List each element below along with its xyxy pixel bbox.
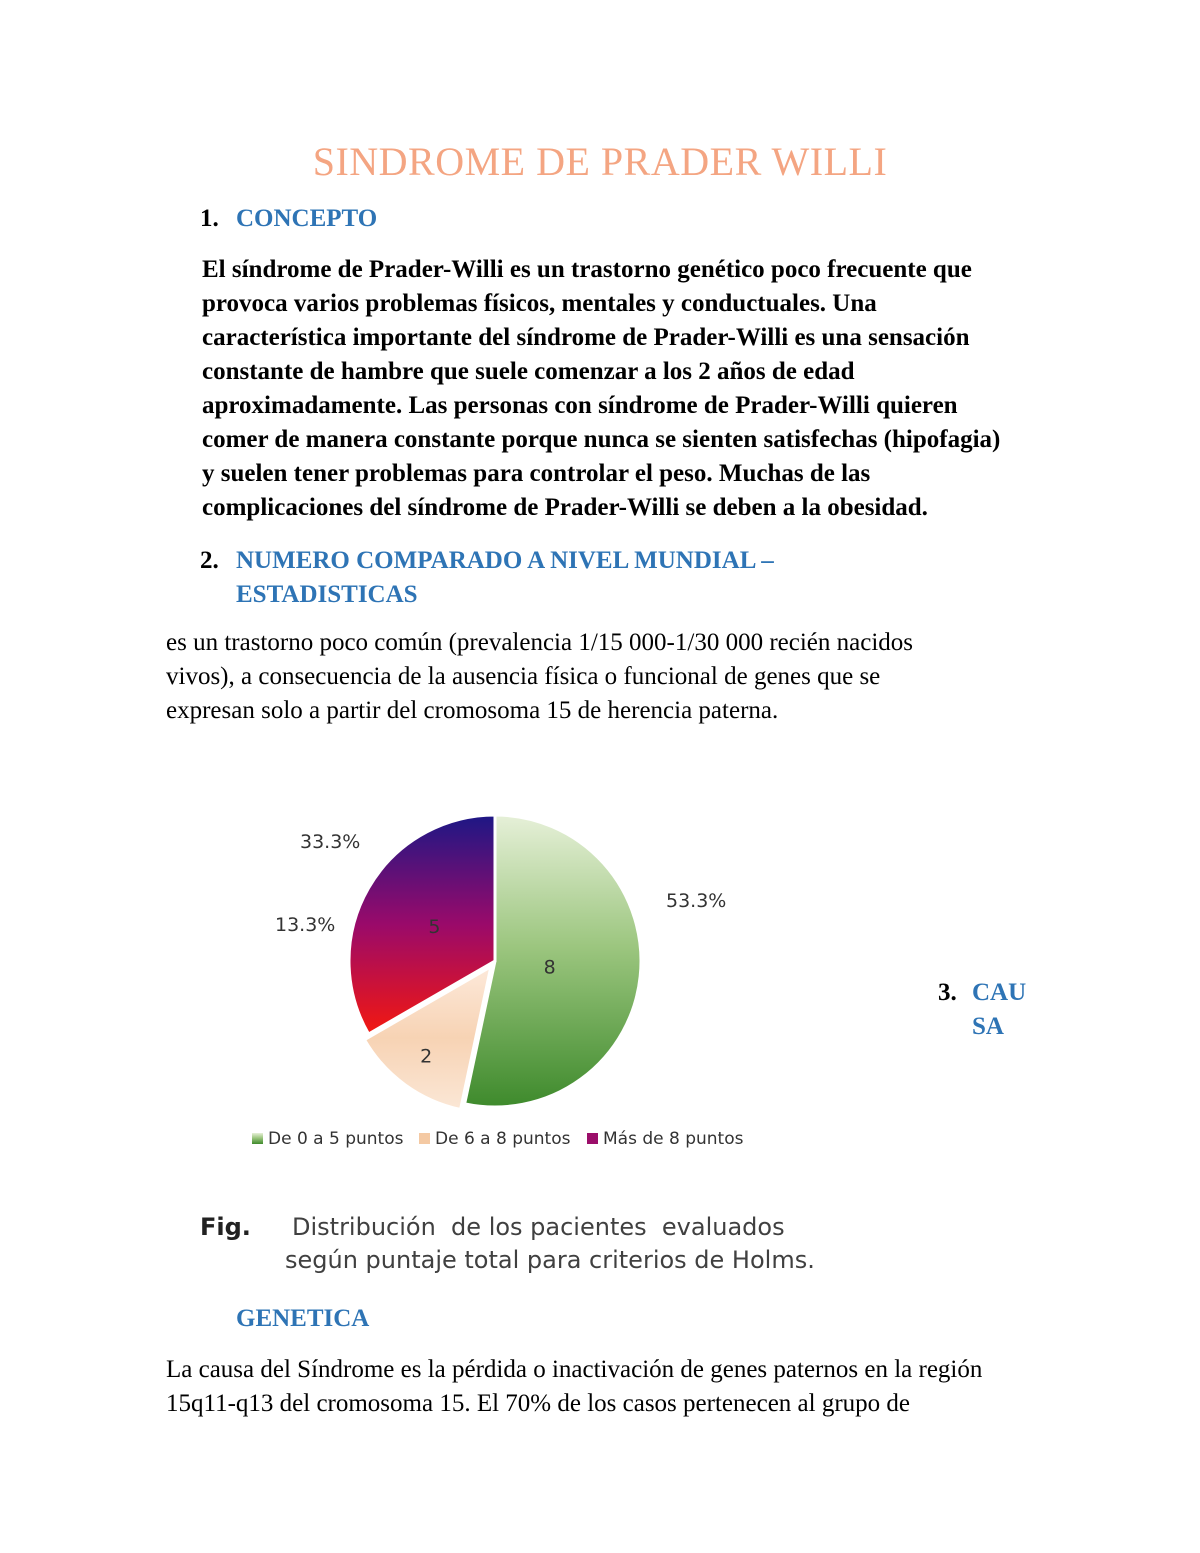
percent-label: 53.3% (666, 890, 727, 912)
legend-label: Más de 8 puntos (603, 1129, 744, 1149)
paragraph-line: vivos), a consecuencia de la ausencia física o funcional de genes que se (166, 663, 881, 690)
section-heading-text: CAU (972, 979, 1027, 1006)
paragraph-line: característica importante del síndrome de Prader-Willi es una sensación (202, 324, 970, 351)
section-heading-text: SA (972, 1013, 1004, 1040)
paragraph-line: es un trastorno poco común (prevalencia 1/15 000-1/30 000 recién nacidos (166, 629, 913, 656)
paragraph-line: 15q11-q13 del cromosoma 15. El 70% de los casos pertenecen al grupo de (166, 1390, 911, 1417)
paragraph-line: complicaciones del síndrome de Prader-Willi se deben a la obesidad. (202, 494, 928, 521)
pie-slice-value-label: 5 (428, 916, 441, 938)
concepto-paragraph (202, 253, 1000, 525)
paragraph-line: La causa del Síndrome es la pérdida o inactivación de genes paternos en la región (166, 1356, 983, 1383)
legend-label: De 0 a 5 puntos (268, 1129, 404, 1149)
document-title: SINDROME DE PRADER WILLI (312, 139, 888, 184)
figure-caption-line: Distribución de los pacientes evaluados (292, 1213, 785, 1241)
section-heading-text: CONCEPTO (236, 205, 378, 232)
section-concepto-heading (200, 205, 377, 233)
paragraph-line: constante de hambre que suele comenzar a los 2 años de edad (202, 358, 855, 385)
paragraph-line: expresan solo a partir del cromosoma 15 de herencia paterna. (166, 697, 779, 724)
section-number: 1. (200, 205, 219, 232)
legend-swatch (587, 1133, 598, 1144)
chart-legend (252, 1129, 744, 1149)
legend-label: De 6 a 8 puntos (435, 1129, 571, 1149)
figure-caption-line: según puntaje total para criterios de Holms. (285, 1246, 815, 1274)
percent-label: 13.3% (275, 914, 336, 936)
paragraph-line: El síndrome de Prader-Willi es un trastorno genético poco frecuente que (202, 256, 972, 283)
section-heading-text: NUMERO COMPARADO A NIVEL MUNDIAL – (236, 547, 774, 574)
figure-label: Fig. (200, 1213, 251, 1241)
section-causa-heading (938, 976, 1026, 1044)
pie-slice-value-label: 8 (543, 956, 556, 979)
section-number: 3. (938, 979, 957, 1006)
paragraph-line: y suelen tener problemas para controlar el peso. Muchas de las (202, 460, 871, 487)
section-estadisticas-heading (200, 544, 774, 612)
section-number: 2. (200, 547, 219, 574)
section-genetica-heading: GENETICA (236, 1305, 370, 1332)
pie-slice-value-label: 2 (420, 1045, 433, 1068)
percent-label: 33.3% (300, 831, 361, 853)
genetica-paragraph (166, 1353, 982, 1421)
paragraph-line: aproximadamente. Las personas con síndrome de Prader-Willi quieren (202, 392, 958, 419)
pie-slices (349, 815, 641, 1109)
legend-swatch (252, 1133, 263, 1144)
section-heading-text: ESTADISTICAS (236, 581, 418, 608)
figure-caption (200, 1213, 251, 1241)
legend-swatch (419, 1133, 430, 1144)
paragraph-line: comer de manera constante porque nunca se sienten satisfechas (hipofagia) (202, 426, 1001, 453)
estadisticas-paragraph (166, 626, 913, 728)
paragraph-line: provoca varios problemas físicos, mentales y conductuales. Una (202, 290, 877, 317)
pie-chart (240, 800, 800, 1170)
